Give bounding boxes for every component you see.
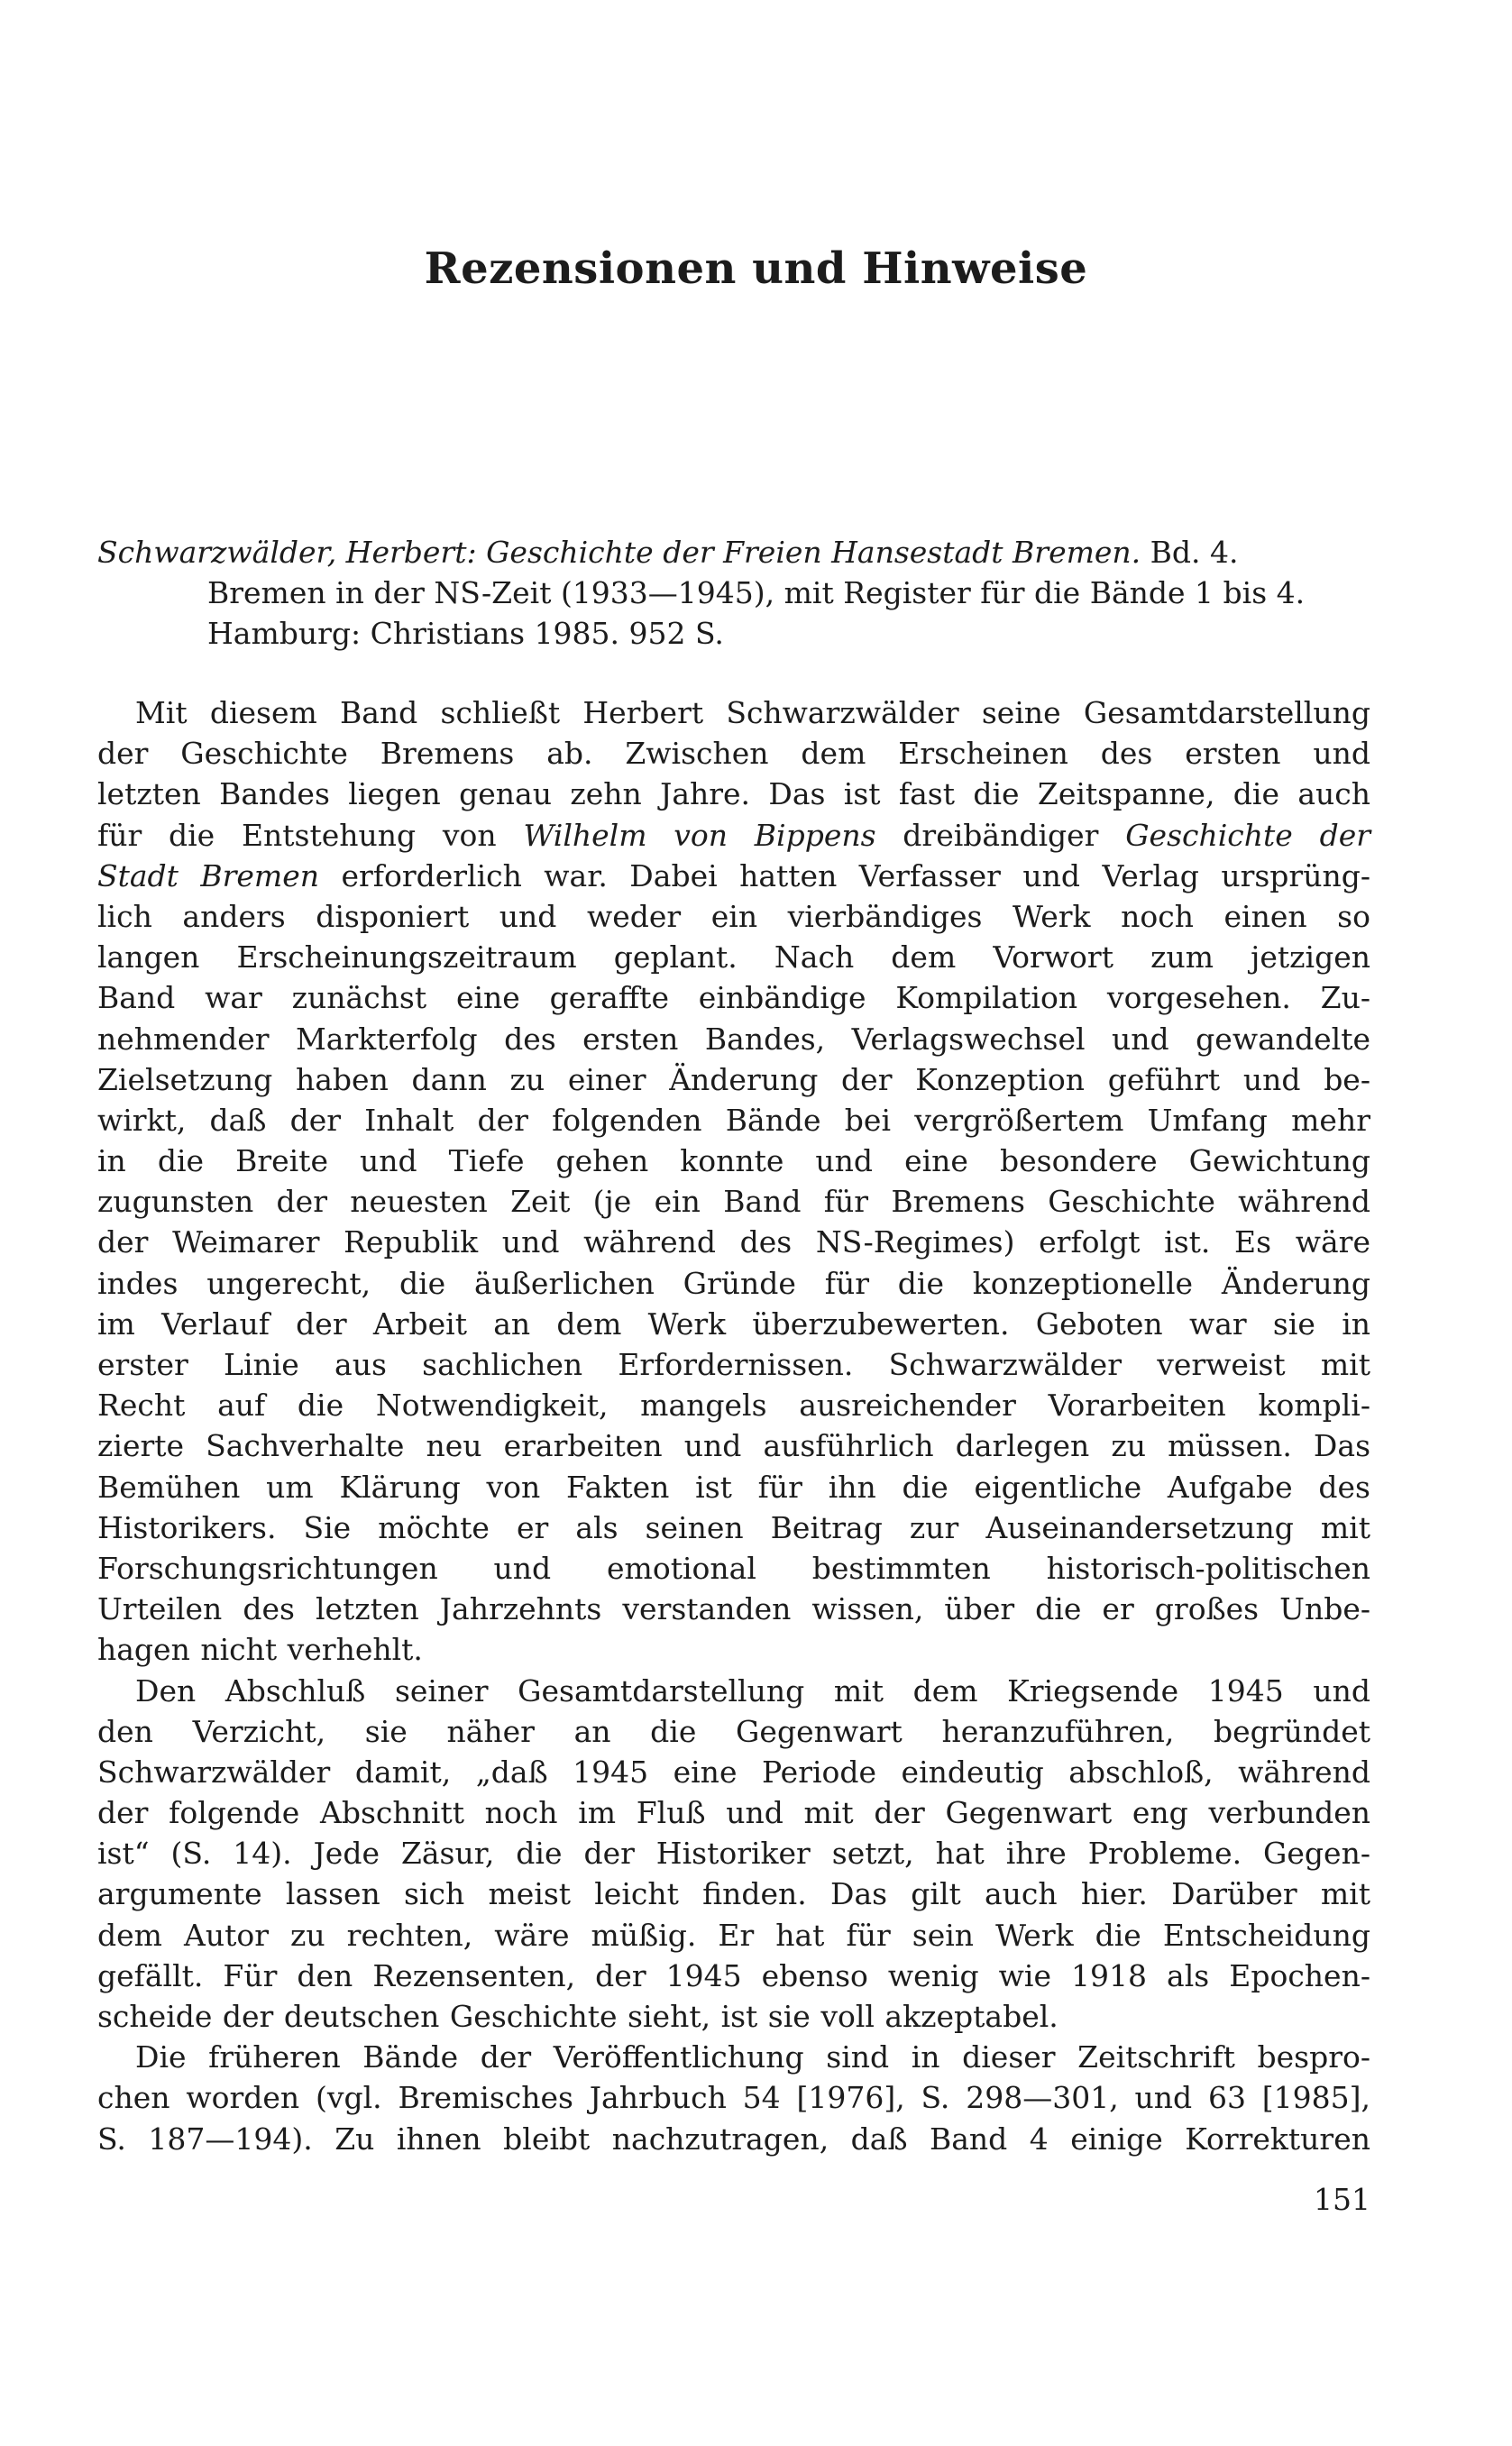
text-line: Urteilen des letzten Jahrzehnts verstanden wissen, über die er großes Unbe- (97, 1591, 1370, 1627)
text-line: der Weimarer Republik und während des NS-Regimes) erfolgt ist. Es wäre (97, 1224, 1370, 1260)
bib-line-2: Bremen in der NS-Zeit (1933—1945), mit Register für die Bände 1 bis 4. (207, 575, 1306, 610)
text-line: den Verzicht, sie näher an die Gegenwart heranzuführen, begründet (97, 1713, 1370, 1749)
bib-line-3: Hamburg: Christians 1985. 952 S. (207, 616, 724, 651)
text-line: Historikers. Sie möchte er als seinen Beitrag zur Auseinandersetzung mit (97, 1509, 1370, 1545)
text-line: Schwarzwälder damit, „daß 1945 eine Periode eindeutig abschloß, während (97, 1754, 1370, 1790)
text-line: Band war zunächst eine geraffte einbändige Kompilation vorgesehen. Zu- (97, 980, 1370, 1016)
text-line: lich anders disponiert und weder ein vierbändiges Werk noch einen so (97, 898, 1370, 934)
text-line: zugunsten der neuesten Zeit (je ein Band für Bremens Geschichte während (97, 1184, 1370, 1220)
text-line: S. 187—194). Zu ihnen bleibt nachzutragen, daß Band 4 einige Korrekturen (97, 2121, 1370, 2157)
text-line: nehmender Markterfolg des ersten Bandes, Verlagswechsel und gewandelte (97, 1021, 1370, 1057)
text-segment: dreibändiger (875, 817, 1126, 853)
text-line: indes ungerecht, die äußerlichen Gründe für die konzeptionelle Änderung (97, 1265, 1370, 1301)
text-line: Bemühen um Klärung von Fakten ist für ihn die eigentliche Aufgabe des (97, 1469, 1370, 1505)
text-line (97, 856, 1370, 896)
text-line: Mit diesem Band schließt Herbert Schwarzwälder seine Gesamtdarstellung (135, 695, 1370, 730)
text-line: wirkt, daß der Inhalt der folgenden Bände bei vergrößertem Umfang mehr (97, 1102, 1370, 1138)
text-segment: für die Entstehung von (97, 817, 524, 853)
text-line: Die früheren Bände der Veröffentlichung sind in dieser Zeitschrift bespro- (135, 2039, 1370, 2075)
text-line: scheide der deutschen Geschichte sieht, ist sie voll akzeptabel. (97, 1999, 1058, 2034)
review-body (97, 692, 1370, 2159)
text-line: Zielsetzung haben dann zu einer Änderung der Konzeption geführt und be- (97, 1061, 1370, 1097)
text-line: in die Breite und Tiefe gehen konnte und eine besondere Gewichtung (97, 1143, 1370, 1179)
text-line: ist“ (S. 14). Jede Zäsur, die der Historiker setzt, hat ihre Probleme. Gegen- (97, 1836, 1370, 1872)
text-line: Recht auf die Notwendigkeit, mangels ausreichender Vorarbeiten kompli- (97, 1388, 1370, 1424)
italic-title-ref: Geschichte der (1125, 817, 1371, 853)
bib-line-1 (97, 532, 1370, 573)
text-segment: erforderlich war. Dabei hatten Verfasser und Verlag ursprüng- (319, 857, 1370, 893)
bibliographic-entry (97, 532, 1370, 654)
text-line: im Verlauf der Arbeit an dem Werk überzubewerten. Geboten war sie in (97, 1305, 1370, 1342)
text-line: dem Autor zu rechten, wäre müßig. Er hat für sein Werk die Entscheidung (97, 1917, 1370, 1953)
text-line: gefällt. Für den Rezensenten, der 1945 ebenso wenig wie 1918 als Epochen- (97, 1957, 1370, 1993)
page-title: Rezensionen und Hinweise (424, 243, 1088, 294)
text-line: hagen nicht verhehlt. (97, 1632, 423, 1668)
text-line: Forschungsrichtungen und emotional bestimmten historisch-politischen (97, 1550, 1370, 1586)
text-line (97, 815, 1370, 856)
text-line: zierte Sachverhalte neu erarbeiten und ausführlich darlegen zu müssen. Das (97, 1428, 1370, 1464)
page-number: 151 (1314, 2182, 1370, 2217)
text-line: Den Abschluß seiner Gesamtdarstellung mit dem Kriegsende 1945 und (135, 1672, 1370, 1709)
bib-volume: Bd. 4. (1141, 535, 1239, 570)
italic-title-ref-cont: Stadt Bremen (97, 857, 319, 893)
text-line: langen Erscheinungszeitraum geplant. Nach dem Vorwort zum jetzigen (97, 939, 1370, 976)
text-line: der folgende Abschnitt noch im Fluß und mit der Gegenwart eng verbunden (97, 1795, 1370, 1831)
text-line: chen worden (vgl. Bremisches Jahrbuch 54 [1976], S. 298—301, und 63 [1985], (97, 2080, 1370, 2116)
text-line: letzten Bandes liegen genau zehn Jahre. Das ist fast die Zeitspanne, die auch (97, 776, 1370, 812)
text-line: der Geschichte Bremens ab. Zwischen dem Erscheinen des ersten und (97, 736, 1370, 772)
text-line: argumente lassen sich meist leicht finden. Das gilt auch hier. Darüber mit (97, 1876, 1370, 1912)
paragraph-1 (97, 692, 1370, 1671)
text-line: erster Linie aus sachlichen Erfordernissen. Schwarzwälder verweist mit (97, 1347, 1370, 1382)
paragraph-2 (97, 1671, 1370, 2038)
paragraph-3 (97, 2037, 1370, 2159)
italic-author-ref: Wilhelm von Bippens (523, 817, 876, 853)
bib-author-title: Schwarzwälder, Herbert: Geschichte der Freien Hansestadt Bremen. (97, 535, 1141, 570)
